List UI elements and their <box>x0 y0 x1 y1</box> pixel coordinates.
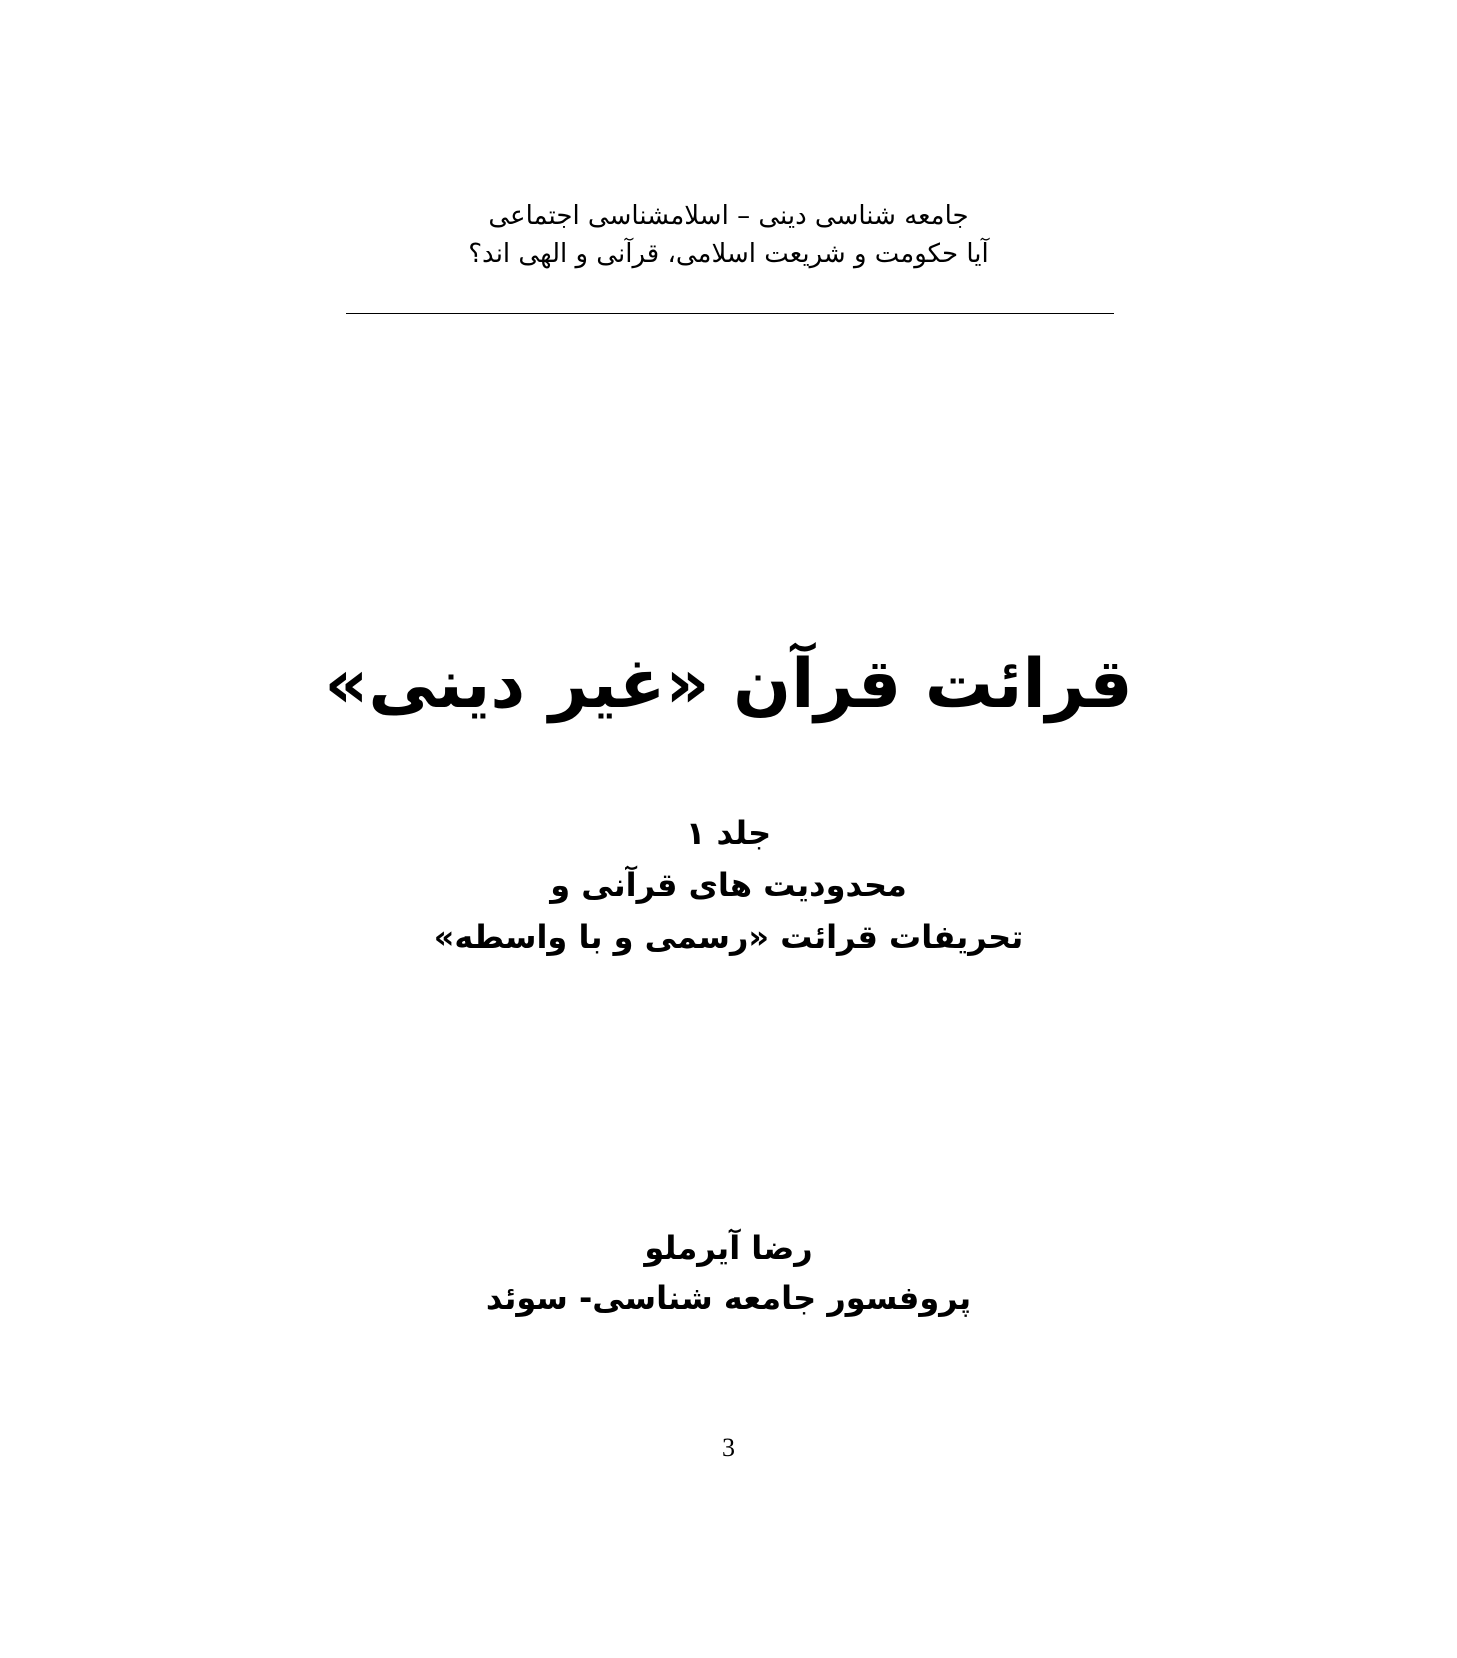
author-name: رضا آیرملو <box>644 1229 813 1267</box>
header-divider <box>346 313 1114 314</box>
volume-label: جلد ۱ <box>685 814 772 852</box>
author-title: پروفسور جامعه شناسی- سوئد <box>485 1279 972 1317</box>
book-title: قرائت قرآن «غیر دینی» <box>324 645 1133 724</box>
subtitle-line-1: محدودیت های قرآنی و <box>550 866 907 904</box>
series-question: آیا حکومت و شریعت اسلامی، قرآنی و الهی اند؟ <box>468 239 989 269</box>
page-number: 3 <box>722 1433 735 1462</box>
subtitle-line-2: تحریفات قرائت «رسمی و با واسطه» <box>433 918 1024 956</box>
series-title: جامعه شناسی دینی – اسلامشناسی اجتماعی <box>488 201 969 231</box>
